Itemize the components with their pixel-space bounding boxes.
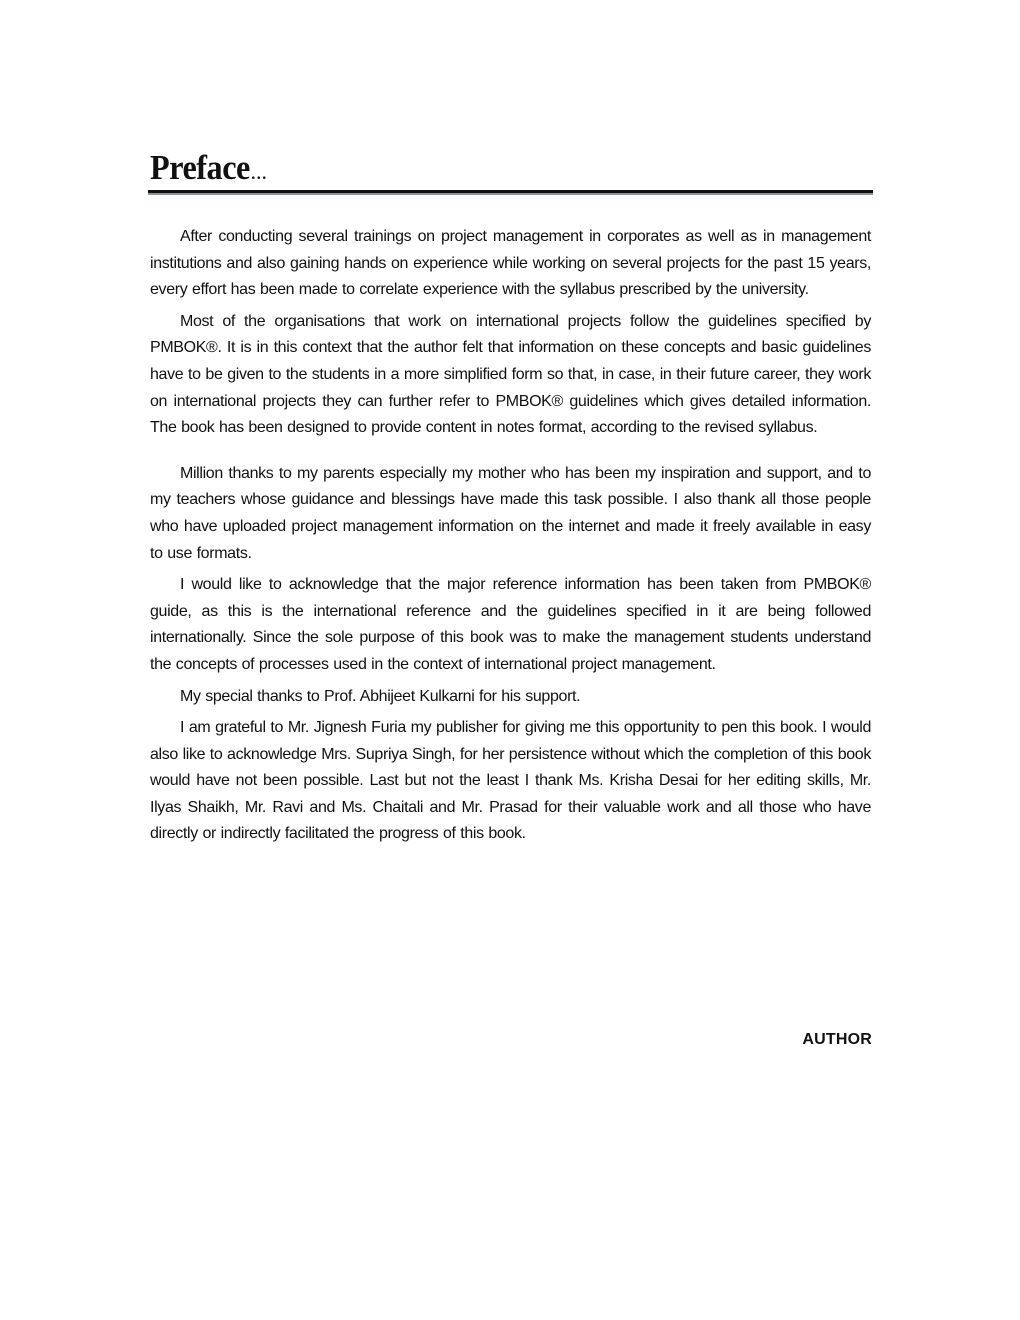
paragraph-thanks-parents: Million thanks to my parents especially my mother who has been my inspiration and support, and to my teachers whose guidance and blessings have made this task possible. I also thank all those people who have uploaded project management information on the internet and made it freely available in easy to use formats. [150, 464, 871, 562]
author-signature: AUTHOR [802, 1031, 872, 1048]
preface-page [148, 148, 873, 853]
page-heading [148, 148, 873, 188]
title-ellipsis: ... [250, 159, 268, 184]
paragraph-pmbok-context: Most of the organisations that work on international projects follow the guidelines specified by PMBOK®. It is in this context that the author felt that information on these concepts and basic guidelines have to be given to the students in a more simplified form so that, in case, in their future career, they work on international projects they can further refer to PMBOK® guidelines which gives detailed information. The book has been designed to provide content in notes format, according to the revised syllabus. [150, 312, 871, 437]
preface-body [148, 224, 873, 848]
paragraph-acknowledge-reference: I would like to acknowledge that the major reference information has been taken from PMBOK® guide, as this is the international reference and the guidelines specified in it are being followed internationally. Since the sole purpose of this book was to make the management students understand the concepts of processes used in the context of international project management. [150, 576, 871, 673]
page-title: Preface [150, 148, 250, 187]
paragraph-special-thanks: My special thanks to Prof. Abhijeet Kulkarni for his support. [180, 687, 581, 705]
heading-divider [148, 190, 873, 195]
paragraph-grateful-publisher: I am grateful to Mr. Jignesh Furia my publisher for giving me this opportunity to pen this book. I would also like to acknowledge Mrs. Supriya Singh, for her persistence without which the completion of this book would have not been possible. Last but not the least I thank Ms. Krisha Desai for her editing skills, Mr. Ilyas Shaikh, Mr. Ravi and Ms. Chaitali and Mr. Prasad for their valuable work and all those who have directly or indirectly facilitated the progress of this book. [150, 719, 871, 843]
paragraph-experience: After conducting several trainings on project management in corporates as well as in management institutions and also gaining hands on experience while working on several projects for the past 15 years, every effort has been made to correlate experience with the syllabus prescribed by the university. [150, 228, 871, 299]
